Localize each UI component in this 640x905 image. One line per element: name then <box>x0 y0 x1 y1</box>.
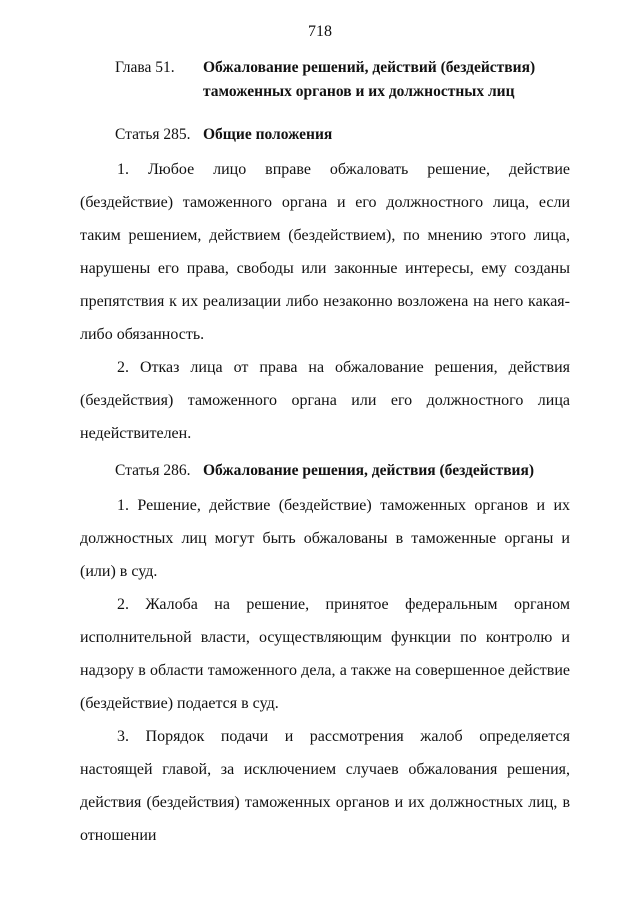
chapter-label: Глава 51. <box>115 59 175 76</box>
article-title-286: Обжалование решения, действия (бездействия) <box>203 462 535 479</box>
chapter-heading <box>115 56 570 104</box>
page-number: 718 <box>308 23 332 40</box>
article-label-286: Статья 286. <box>115 462 191 479</box>
article-label-285: Статья 285. <box>115 126 191 143</box>
article-heading-285 <box>115 118 570 151</box>
article-285-paragraph-1: 1. Любое лицо вправе обжаловать решение, действие (бездействие) таможенного органа и его должностного лица, если таким решением, действием (бездействием), по мнению этого лица, нарушены его права, свободы или законные интересы, ему созданы препятствия к их реализации либо незаконно возложена на него какая-либо обязанность. <box>80 161 570 343</box>
article-title-285: Общие положения <box>203 126 333 143</box>
chapter-title: Обжалование решений, действий (бездействия) таможенных органов и их должностных лиц <box>203 59 536 100</box>
article-heading-286 <box>115 454 570 487</box>
page-content <box>80 56 570 852</box>
article-285-paragraph-2: 2. Отказ лица от права на обжалование решения, действия (бездействия) таможенного органа или его должностного лица недействителен. <box>80 359 570 442</box>
article-286-paragraph-3: 3. Порядок подачи и рассмотрения жалоб определяется настоящей главой, за исключением случаев обжалования решения, действия (бездействия) таможенных органов и их должностных лиц, в отношении <box>80 728 570 844</box>
article-286-paragraph-1: 1. Решение, действие (бездействие) таможенных органов и их должностных лиц могут быть обжалованы в таможенные органы и (или) в суд. <box>80 497 570 580</box>
article-286-paragraph-2: 2. Жалоба на решение, принятое федеральным органом исполнительной власти, осуществляющим функции по контролю и надзору в области таможенного дела, а также на совершенное действие (бездействие) подается в суд. <box>80 596 570 712</box>
